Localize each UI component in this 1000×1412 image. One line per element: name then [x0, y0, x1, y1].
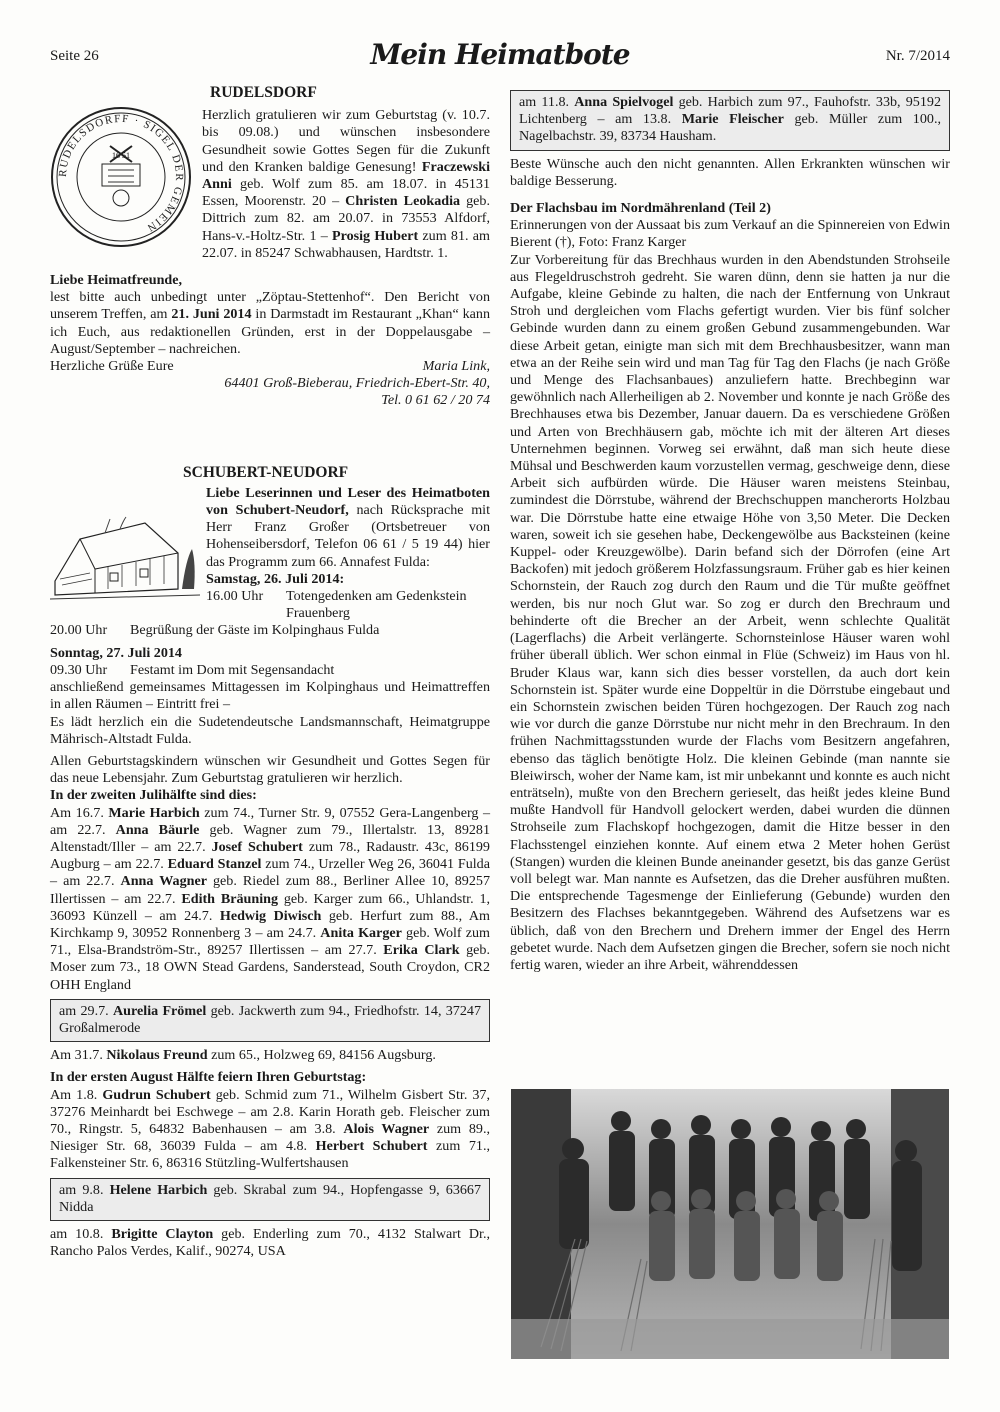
event-date: 21. Juni 2014	[171, 306, 252, 323]
program-time: 09.30 Uhr	[50, 661, 108, 678]
person-name: Prosig Hubert	[332, 227, 419, 244]
birthday-list-august: Am 1.8. Gudrun Schubert geb. Schmid zum 71., Wilhelm Gisbert Str. 37, 37276 Meinhardt bei Eschwege – am 2.8. Karin Horath geb. Fleischer zum 70., Ringstr. 5, 64832 Babenhausen – am 3.8. Alois Wagner zum 89., Niesiger Str. 68, 36039 Fulda – am 4.8. Herbert Schubert zum 71., Falkensteiner Str. 6, 86316 Stützling-Wulfertshausen	[50, 1086, 491, 1172]
program-row	[50, 622, 490, 639]
article-title: Der Flachsbau im Nordmährenland (Teil 2)	[510, 200, 771, 217]
program-row	[206, 588, 490, 622]
issue-number: Nr. 7/2014	[885, 48, 950, 64]
program-item: Es lädt herzlich ein die Sudetendeutsche Landsmannschaft, Heimatgruppe Mährisch-Altstadt Fulda.	[50, 713, 490, 747]
program-time: 16.00 Uhr	[206, 588, 264, 605]
article-body: Zur Vorbereitung für das Brechhaus wurden in den Abendstunden Strohseile aus Flegeldruschstroh gedreht. Sie waren dünn, denn sie hatten ja nur die Aufgabe, kleine Gebinde zu halten, die nach der Entfernung von Unkraut Stroh und dergleichen vom Flachs gefertigt wurden. Vier bis fünf solcher Gebinde wurden dann zu einem großen Gebund zusammengebunden. War diese Arbeit getan, einigte man sich mit dem Brechhausbesitzer, wann man etwa an der Reihe sein wird und man Tag für Tag den Flachs (je nach Größe und Menge des Flachsanbaues) anzuliefern hatte. Brechbeginn war gewöhnlich nach Allerheiligen ab 2. November und konnte je nach Größe des Brechhauses etwa bis Dezember, Januar dauern. Da es verschiedene Größen und Arten von Brechhäusern gab, möchte ich mit der älteren Art dieses Unternehmen beginnen. Vorweg sei erwähnt, daß man sich heute diese Mühsal und Beschwerden kaum vorzustellen vermag, geschweige denn, diese Arbeit sich aufbürden würde. Die Häuser waren meistens Steinbau, zumindest die Dörrstube, während der Brechschuppen mancherorts Holzbau war. Die Dörrstube hatte eine etwaige Höhe von 3,50 Meter. Die Decken waren, soweit ich sie gesehen habe, Deckengewölbe aus Backsteinen (keine Kuppel- oder Kreuzgewölbe). Darin befand sich der Dörrofen (eine Art Backofen) mit jedoch größerem Holzfassungsraum. Früher gab es hier keinen Schornstein, der Rauch zog durch den Raum und die Tür mußte geöffnet werden, bis nur noch Glut war. So zog er durch den Brechraum und behinderte oft die Brecher an der Arbeit, wenn schlechte Qualität (Lagerflachs) die Arbeit verlängerte. Schornsteinlose Häuser waren wohl früher überall üblich. Wer schon einmal in Flüe (Schweiz) im Haus von hl. Bruder Klaus war, kann sich dies besser vorstellen, da auch dort kein Schornstein ist. Später wurde eine Doppeltür in die Dörrstube eingebaut und ein Schornstein zwischen beiden Türen hochgezogen. Der Rauch zog nach wie vor durch die ganze Dörrstube nur nicht mehr in den Brechraum. In den frühen Nachmittagsstunden wurde der Flachs vom Besitzern angefahren, ebenso das täglich benötigte Holz. Die kleinen Gebinde (man nannte sie Bleiwirsch, woher der Name kam, ist mir unbekannt und konnte es auch nicht enträtseln), mußte von den Brechern gerieselt, das heißt jedes kleine Bund mußte Handvoll für Handvoll gelockert werden, dabei wurden die dünnen Strohseile zum Flachskopf hochgezogen, damit die Hitze besser in den Flachsstengel einziehen konnte. Auf einem etwa 2 Meter hohen Gerüst (Stangen) wurden die kleinen Bunde aneinander gesetzt, bis das ganze Gerüst voll belegt war. Man nannte es Aufsetzen, das die Dreher ausführen mußten. Die entsprechende Tagesmenge der Einlieferung (Gebunde) wurden den Besitzern des Flachses bekanntgegeben. Während des Aufsetzens war es üblich, daß von den Brechern und Drehern immer der Engel des Herrn gebetet wurde. Nach dem Aufsetzen gingen die Brecher, sofern sie noch nicht fertig waren, wieder an ihre Arbeit, währenddessen	[510, 251, 950, 973]
wishes-text: Beste Wünsche auch den nicht genannten. Allen Erkrankten wünschen wir baldige Besserung.	[510, 155, 950, 189]
birthday-detail: geb. Wolf zum 85. am 18.07. in 45131 Essen, Moorenstr. 20 –	[202, 176, 490, 210]
body-text: lest bitte auch unbedingt unter „Zöptau-Stettenhof“. Den Bericht von unserem Treffen, am	[50, 289, 490, 323]
signature-address: 64401 Groß-Bieberau, Friedrich-Ebert-Str. 40,	[224, 375, 490, 392]
person-name: Christen Leokadia	[345, 193, 461, 210]
highlight-box: am 11.8. Anna Spielvogel geb. Harbich zum 97., Fauhofstr. 33b, 95192 Lichtenberg – am 13.8. Marie Fleischer geb. Müller zum 100., Nagelbachstr. 39, 83734 Hausham.	[510, 90, 950, 151]
birthday-entry: am 10.8. Brigitte Clayton geb. Enderling zum 70., 4132 Stalwart Dr., Rancho Palos Verdes, Kalif., 90274, USA	[50, 1225, 491, 1260]
section-subtitle: Liebe Heimatfreunde,	[50, 272, 183, 289]
section-rudelsdorf	[50, 84, 490, 262]
signature-phone: Tel. 0 61 62 / 20 74	[381, 392, 490, 409]
birthday-list-heading: In der zweiten Julihälfte sind dies:	[50, 787, 257, 804]
birthday-detail: zum 81. am 22.07. in 85247 Schwabhausen, Hardtstr. 1.	[202, 227, 490, 261]
body-text: in Darmstadt im Restaurant „Khan“ kann ich Euch, aus redaktionellen Gründen, erst in der Doppelausgabe – August/September – nachreichen.	[50, 306, 490, 357]
highlight-box: am 9.8. Helene Harbich geb. Skrabal zum 94., Hopfengasse 9, 63667 Nidda	[50, 1178, 490, 1221]
birthday-detail: geb. Dittrich zum 82. am 20.07. in 73553 Alfdorf, Hans-v.-Holtz-Str. 1 –	[202, 193, 490, 244]
seal-year: 16 51	[112, 151, 130, 160]
closing-greeting: Herzliche Grüße Eure	[50, 358, 174, 375]
birthday-entry: Am 31.7. Nikolaus Freund zum 65., Holzweg 69, 84156 Augsburg.	[50, 1047, 436, 1064]
birthday-list-heading: In der ersten August Hälfte feiern Ihren Geburtstag:	[50, 1069, 367, 1086]
birthday-intro: Allen Geburtstagskindern wünschen wir Gesundheit und Gottes Segen für das neue Lebensjahr. Zum Geburtstag gratulieren wir herzlich.	[50, 752, 490, 787]
program-time: 20.00 Uhr	[50, 622, 108, 639]
program-item: Festamt im Dom mit Segensandacht	[130, 661, 335, 678]
program-day: Sonntag, 27. Juli 2014	[50, 644, 182, 661]
left-column	[50, 84, 490, 1260]
section-title: RUDELSDORF	[210, 84, 317, 101]
intro-text: nach Rücksprache mit Herr Franz Großer (Ortsbetreuer von Hohenseibersdorf, Telefon 06 61 / 5 19 44) hier das Programm zum 66. Annafest Fulda:	[206, 502, 491, 570]
house-sketch-image	[50, 509, 200, 609]
historical-photo-flax-workers	[511, 1089, 949, 1359]
program-row	[50, 662, 490, 679]
program-day: Samstag, 26. Juli 2014:	[206, 570, 345, 587]
section-heimatfreunde	[50, 272, 490, 410]
seal-text: RUDELSDORFF · SIGEL DER GEMEIN	[56, 112, 186, 235]
birthday-list-july: Am 16.7. Marie Harbich zum 74., Turner Str. 9, 07552 Gera-Langenberg – am 22.7. Anna Bäurle geb. Wagner zum 79., Illertalstr. 13, 89281 Altenstadt/Iller – am 22.7. Josef Schubert zum 78., Radaustr. 43c, 86199 Augburg – am 22.7. Eduard Stanzel zum 74., Urzeller Weg 26, 36041 Fulda – am 22.7. Anna Wagner geb. Riedel zum 88., Berliner Allee 10, 89257 Illertissen – am 22.7. Edith Bräuning geb. Karger zum 66., Uhlandstr. 1, 36093 Künzell – am 24.7. Hedwig Diwisch geb. Herfurt zum 88., Am Kirchkamp 9, 30952 Ronnenberg 3 – am 24.7. Anita Karger geb. Wolf zum 71., Elsa-Brandström-Str., 89257 Illertissen – am 27.7. Erika Clark geb. Moser zum 73., 18 OWN Stead Gardens, Sanderstead, South Croydon, CR2 OHH England	[50, 804, 491, 993]
highlight-box: am 29.7. Aurelia Frömel geb. Jackwerth zum 94., Friedhofstr. 14, 37247 Großalmerode	[50, 999, 490, 1042]
person-name: Fraczewski Anni	[202, 158, 490, 193]
masthead-logo: Mein Heimatbote	[370, 38, 630, 71]
article-subtitle: Erinnerungen von der Aussaat bis zum Verkauf an die Spinnereien von Edwin Bierent (†), Foto: Franz Karger	[510, 217, 950, 251]
page-header	[50, 38, 950, 72]
program-item: anschließend gemeinsames Mittagessen im Kolpinghaus und Heimattreffen in allen Räumen – Eintritt frei –	[50, 679, 490, 713]
page-number: Seite 26	[50, 48, 99, 64]
program-item: Begrüßung der Gäste im Kolpinghaus Fulda	[130, 622, 380, 639]
greeting-text: Herzlich gratulieren wir zum Geburtstag (v. 10.7. bis 09.08.) und wünschen insbesondere Gesundheit sowie Gottes Segen für die Zukunft und den Kranken baldige Genesung!	[202, 107, 490, 175]
section-title: SCHUBERT-NEUDORF	[183, 463, 349, 481]
signature-name: Maria Link,	[422, 358, 490, 375]
town-seal-image	[50, 106, 192, 248]
right-column	[510, 90, 950, 974]
intro-heading: Liebe Leserinnen und Leser des Heimatboten von Schubert-Neudorf,	[206, 484, 490, 519]
section-schubert-neudorf	[50, 464, 490, 1261]
program-item: Totengedenken am Gedenkstein Frauenberg	[286, 588, 467, 622]
